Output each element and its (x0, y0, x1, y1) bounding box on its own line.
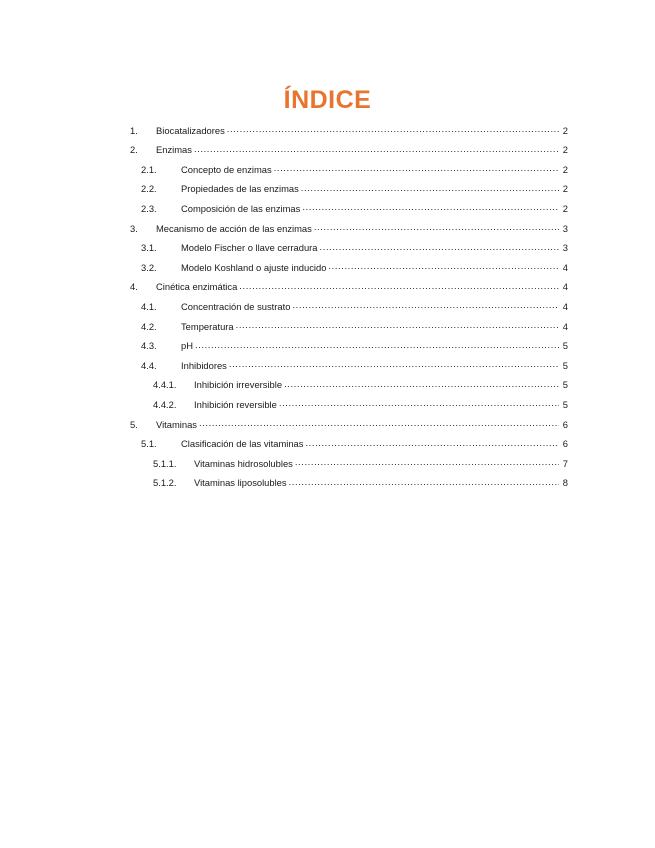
toc-entry-label: Concepto de enzimas (181, 163, 272, 175)
toc-entry-number: 4.4. (141, 359, 157, 371)
toc-entry-label: Concentración de sustrato (181, 300, 291, 312)
toc-entry[interactable] (153, 376, 568, 394)
toc-dot-leader (319, 242, 559, 254)
toc-entry-number: 4. (130, 281, 138, 293)
toc-entry[interactable] (130, 278, 568, 296)
toc-entry[interactable] (141, 239, 568, 257)
toc-entry[interactable] (130, 415, 568, 433)
toc-entry[interactable] (153, 474, 568, 492)
toc-entry-page-number: 4 (562, 261, 568, 273)
toc-entry[interactable] (141, 337, 568, 355)
toc-entry-page-number: 2 (562, 163, 568, 175)
toc-entry-page-number: 5 (562, 398, 568, 410)
toc-entry-number: 4.1. (141, 300, 157, 312)
toc-dot-leader (278, 398, 559, 410)
toc-entry-number: 5.1. (141, 438, 157, 450)
toc-entry-page-number: 2 (562, 183, 568, 195)
toc-entry-number: 5. (130, 418, 138, 430)
toc-entry-label: Vitaminas hidrosolubles (194, 457, 293, 469)
toc-dot-leader (273, 163, 559, 175)
toc-dot-leader (304, 438, 559, 450)
toc-entry-label: Modelo Koshland o ajuste inducido (181, 261, 327, 273)
toc-entry[interactable] (141, 160, 568, 178)
toc-entry-label: Inhibidores (181, 359, 227, 371)
toc-entry-number: 4.2. (141, 320, 157, 332)
toc-dot-leader (283, 379, 559, 391)
toc-entry-label: Vitaminas (156, 418, 197, 430)
toc-entry-label: Biocatalizadores (156, 124, 225, 136)
toc-entry-page-number: 8 (562, 477, 568, 489)
toc-entry-label: Inhibición reversible (194, 398, 277, 410)
toc-entry-page-number: 2 (562, 144, 568, 156)
toc-dot-leader (226, 124, 559, 136)
toc-entry-number: 5.1.2. (153, 477, 177, 489)
toc-dot-leader (228, 359, 559, 371)
toc-entry-page-number: 6 (562, 418, 568, 430)
toc-entry[interactable] (141, 297, 568, 315)
page-title: ÍNDICE (283, 86, 372, 114)
toc-entry-label: Vitaminas liposolubles (194, 477, 287, 489)
toc-entry[interactable] (141, 435, 568, 453)
toc-entry-label: Composición de las enzimas (181, 202, 301, 214)
toc-entry-page-number: 2 (562, 124, 568, 136)
toc-entry-label: Enzimas (156, 144, 192, 156)
toc-dot-leader (238, 281, 559, 293)
toc-entry-label: Mecanismo de acción de las enzimas (156, 222, 312, 234)
toc-dot-leader (327, 261, 559, 273)
toc-entry-page-number: 5 (562, 340, 568, 352)
toc-dot-leader (288, 477, 559, 489)
toc-entry-number: 4.3. (141, 340, 157, 352)
toc-dot-leader (194, 340, 559, 352)
toc-entry-label: pH (181, 340, 193, 352)
toc-entry[interactable] (141, 356, 568, 374)
toc-entry-number: 2. (130, 144, 138, 156)
toc-entry-page-number: 7 (562, 457, 568, 469)
toc-entry-label: Inhibición irreversible (194, 379, 283, 391)
toc-dot-leader (235, 320, 559, 332)
toc-dot-leader (313, 222, 559, 234)
toc-dot-leader (300, 183, 559, 195)
toc-entry-number: 4.4.2. (153, 398, 177, 410)
toc-entry-number: 2.1. (141, 163, 157, 175)
toc-entry-label: Temperatura (181, 320, 234, 332)
toc-entry[interactable] (141, 258, 568, 276)
toc-entry-number: 2.2. (141, 183, 157, 195)
toc-entry-page-number: 4 (562, 281, 568, 293)
toc-entry-page-number: 4 (562, 300, 568, 312)
toc-entry-page-number: 5 (562, 379, 568, 391)
toc-entry-label: Modelo Fischer o llave cerradura (181, 242, 318, 254)
toc-entry-page-number: 2 (562, 202, 568, 214)
toc-entry-number: 4.4.1. (153, 379, 177, 391)
toc-entry[interactable] (141, 199, 568, 217)
toc-entry-page-number: 4 (562, 320, 568, 332)
toc-entry-page-number: 6 (562, 438, 568, 450)
toc-dot-leader (294, 457, 559, 469)
toc-entry[interactable] (141, 317, 568, 335)
toc-entry-page-number: 3 (562, 242, 568, 254)
toc-entry-page-number: 5 (562, 359, 568, 371)
toc-dot-leader (198, 418, 559, 430)
toc-dot-leader (291, 300, 559, 312)
toc-entry-number: 3.1. (141, 242, 157, 254)
toc-entry[interactable] (130, 121, 568, 139)
toc-entry-number: 2.3. (141, 202, 157, 214)
toc-entry-label: Propiedades de las enzimas (181, 183, 299, 195)
toc-entry[interactable] (153, 454, 568, 472)
toc-entry[interactable] (130, 141, 568, 159)
toc-entry[interactable] (130, 219, 568, 237)
toc-entry-number: 3.2. (141, 261, 157, 273)
toc-entry-page-number: 3 (562, 222, 568, 234)
toc-entry-label: Cinética enzimática (156, 281, 238, 293)
toc-dot-leader (301, 202, 559, 214)
toc-entry-number: 3. (130, 222, 138, 234)
toc-entry-number: 5.1.1. (153, 457, 177, 469)
toc-entry-label: Clasificación de las vitaminas (181, 438, 304, 450)
toc-dot-leader (193, 144, 559, 156)
toc-entry-number: 1. (130, 124, 138, 136)
toc-entry[interactable] (153, 395, 568, 413)
toc-entry[interactable] (141, 180, 568, 198)
